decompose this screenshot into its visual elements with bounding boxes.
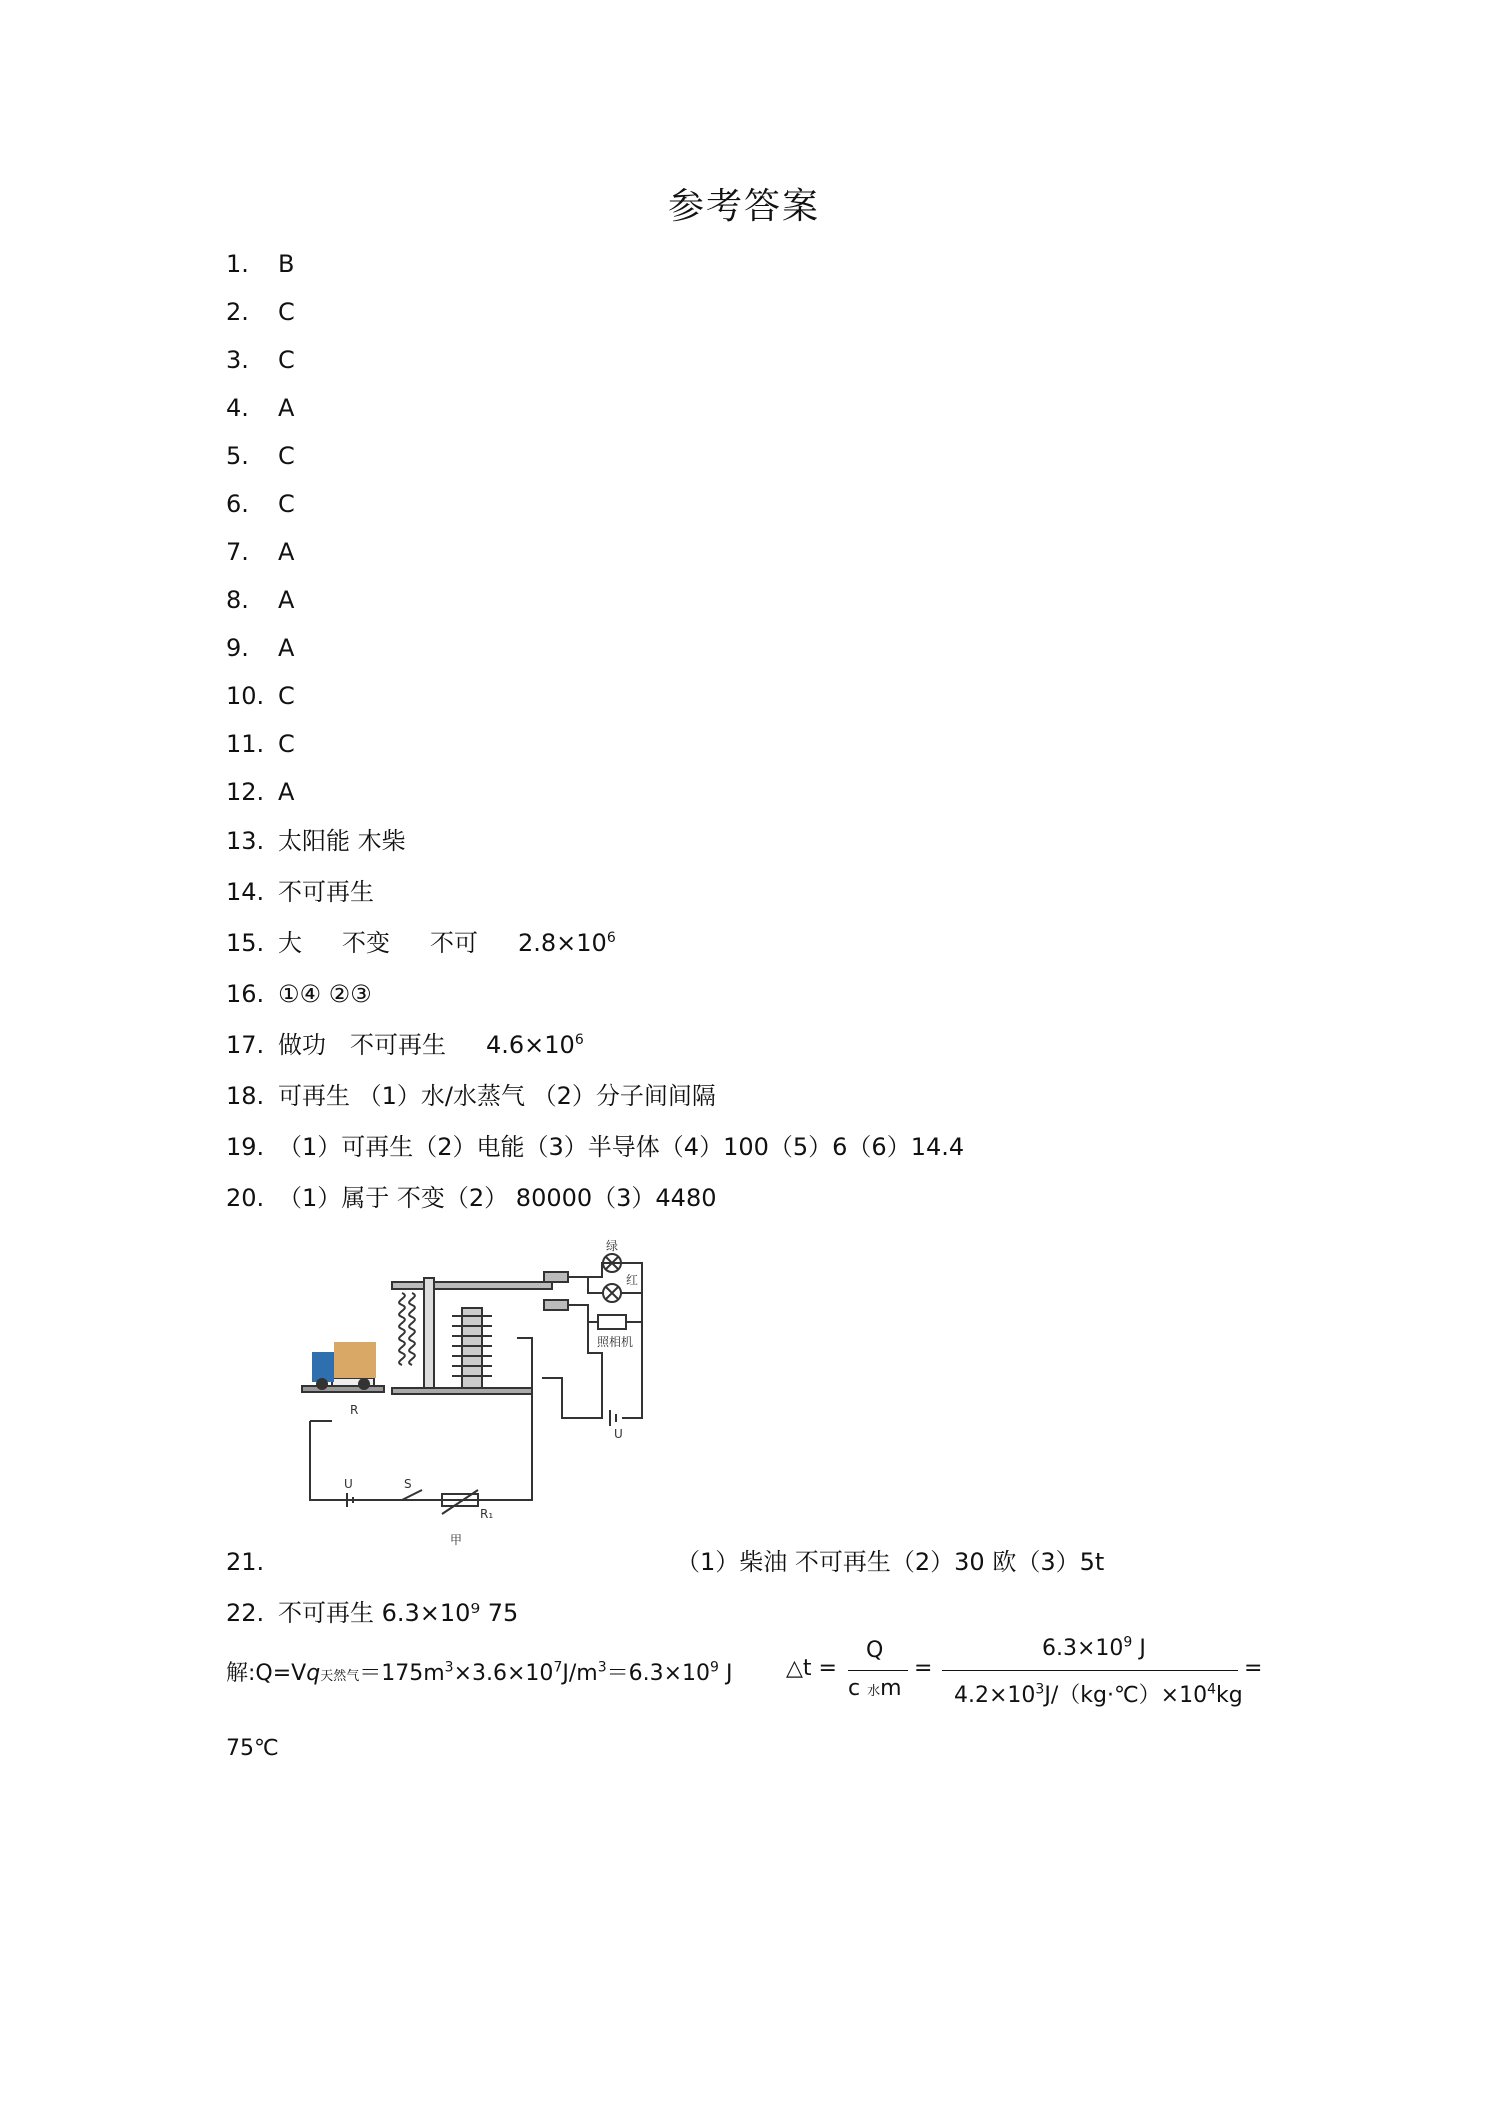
truck-cab-icon [312, 1352, 334, 1382]
label-u-right: U [614, 1427, 623, 1441]
answer-row: 10. C [226, 682, 295, 710]
answer-row: 13. 太阳能 木柴 [226, 827, 406, 855]
page-title: 参考答案 [667, 186, 820, 227]
answer-row: 7. A [226, 538, 295, 566]
relay-circuit-diagram [292, 1238, 672, 1558]
answer-row: 1. B [226, 250, 295, 278]
answer-row: 8. A [226, 586, 295, 614]
answer-row: 9. A [226, 634, 295, 662]
answer-row: 3. C [226, 346, 295, 374]
fraction-2-denominator: $4.2\times 10^3J/(kg\cdot℃)\times 10^4kg$ [954, 1681, 1243, 1708]
label-u-left: U [344, 1477, 353, 1491]
truck-cargo-icon [334, 1342, 376, 1378]
answer-row: 18. 可再生 （1）水/水蒸气 （2）分子间间隔 [226, 1082, 716, 1110]
answer-row: 16. ①④ ②③ [226, 980, 372, 1008]
answer-row: 2. C [226, 298, 295, 326]
equals-sign: = [914, 1656, 933, 1681]
label-red: 红 [626, 1273, 639, 1287]
answer-row: 14. 不可再生 [226, 878, 374, 906]
label-r1: R₁ [480, 1507, 494, 1521]
equals-sign-end: = [1244, 1656, 1263, 1681]
answer-row: 11. C [226, 730, 295, 758]
diagram-caption: 甲 [450, 1533, 463, 1547]
fraction-1-numerator: Q [866, 1638, 884, 1663]
label-s: S [404, 1477, 412, 1491]
answer-row: 15. 大 不变 不可 $2.8\times 10^6$ [226, 929, 616, 957]
solution-equation-1: 解:Q=Vq天然气$=175m^3\times 3.6\times 10^7J/m^3=6.3\times 10^9$ J [226, 1659, 733, 1686]
answer-row: 17. 做功 不可再生 $4.6\times 10^6$ [226, 1031, 584, 1059]
delta-t-label: △t = [786, 1656, 837, 1681]
answer-row: 20. （1）属于 不变（2） 80000（3）4480 [226, 1184, 717, 1212]
answer-row: 4. A [226, 394, 295, 422]
fraction-1-denominator: c 水m [848, 1676, 902, 1701]
answer-row: 19. （1）可再生（2）电能（3）半导体（4）100（5）6（6）14.4 [226, 1133, 965, 1161]
answer-row: 6. C [226, 490, 295, 518]
answer-row: 5. C [226, 442, 295, 470]
fraction-1-bar [848, 1670, 908, 1671]
solution-result: 75℃ [226, 1736, 279, 1761]
answer-row: 22. 不可再生 6.3×10⁹ 75 [226, 1599, 519, 1627]
fraction-2-bar [942, 1670, 1238, 1671]
label-green: 绿 [606, 1239, 619, 1253]
answer-row: 21. [226, 1548, 265, 1576]
answer-21-text: （1）柴油 不可再生（2）30 欧（3）5t [676, 1548, 1105, 1576]
label-r: R [350, 1403, 359, 1417]
answer-row: 12. A [226, 778, 295, 806]
fraction-2-numerator: $6.3\times 10^9$ J [1042, 1634, 1146, 1661]
label-camera: 照相机 [597, 1335, 634, 1349]
